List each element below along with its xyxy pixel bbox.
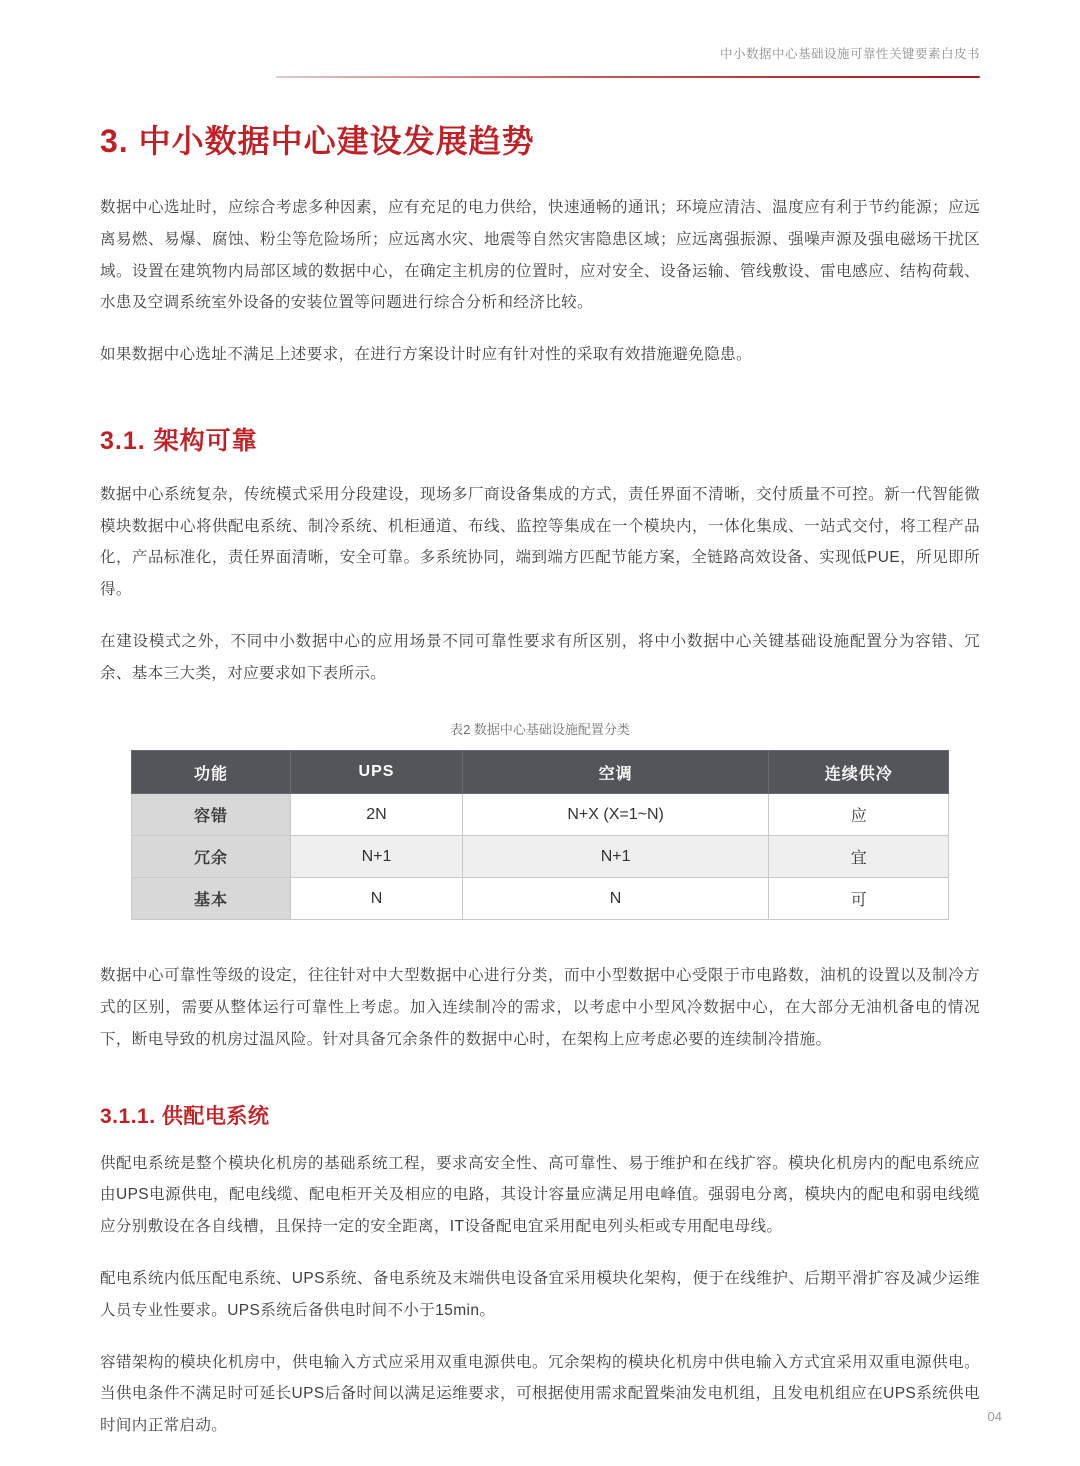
page-number: 04: [987, 1409, 1002, 1424]
table-header-row: [131, 751, 948, 794]
table-cell: 容错: [131, 794, 290, 836]
table-cell: N: [291, 878, 463, 920]
table-header-cell-ups: UPS: [291, 751, 463, 794]
chapter-title: 3. 中小数据中心建设发展趋势: [100, 123, 535, 159]
paragraph-3-1-2: 在建设模式之外，不同中小数据中心的应用场景不同可靠性要求有所区别，将中小数据中心关键基础设施配置分为容错、冗余、基本三大类，对应要求如下表所示。: [100, 632, 980, 682]
config-classification-table: [131, 750, 949, 920]
table-cell: N+1: [291, 836, 463, 878]
table-caption: 表2 数据中心基础设施配置分类: [450, 722, 630, 738]
table-cell: N+X (X=1~N): [462, 794, 769, 836]
table-header-cell-function: 功能: [131, 751, 290, 794]
paragraph-intro-2: 如果数据中心选址不满足上述要求，在进行方案设计时应有针对性的采取有效措施避免隐患。: [100, 346, 752, 364]
table-cell: 2N: [291, 794, 463, 836]
running-header-title: 中小数据中心基础设施可靠性关键要素白皮书: [719, 47, 980, 61]
table-header-cell-cooling: 连续供冷: [769, 751, 949, 794]
table-header-cell-aircon: 空调: [462, 751, 769, 794]
paragraph-3-1-3: 数据中心可靠性等级的设定，往往针对中大型数据中心进行分类，而中小型数据中心受限于市电路数，油机的设置以及制冷方式的区别，需要从整体运行可靠性上考虑。加入连续制冷的需求，以考虑中小型风冷数据中心，在大部分无油机备电的情况下，断电导致的机房过温风险。针对具备冗余条件的数据中心时，在架构上应考虑必要的连续制冷措施。: [100, 967, 980, 1048]
table-row: [131, 878, 948, 920]
table-cell: N: [462, 878, 769, 920]
table-row: [131, 836, 948, 878]
table-cell: 可: [769, 878, 949, 920]
paragraph-3-1-1-2: 配电系统内低压配电系统、UPS系统、备电系统及末端供电设备宜采用模块化架构，便于在线维护、后期平滑扩容及减少运维人员专业性要求。UPS系统后备供电时间不小于15min。: [100, 1270, 980, 1319]
running-header: [100, 44, 980, 76]
table-row: [131, 794, 948, 836]
section-3-1-1-title: 3.1.1. 供配电系统: [100, 1104, 270, 1128]
table-cell: 基本: [131, 878, 290, 920]
table-cell: 宜: [769, 836, 949, 878]
paragraph-3-1-1-1: 供配电系统是整个模块化机房的基础系统工程，要求高安全性、高可靠性、易于维护和在线扩容。模块化机房内的配电系统应由UPS电源供电，配电线缆、配电柜开关及相应的电路，其设计容量应满足用电峰值。强弱电分离，模块内的配电和弱电线缆应分别敷设在各自线槽，且保持一定的安全距离，IT设备配电宜采用配电列头柜或专用配电母线。: [100, 1154, 980, 1236]
section-3-1-title: 3.1. 架构可靠: [100, 426, 258, 455]
table-cell: 应: [769, 794, 949, 836]
header-rule: [276, 76, 980, 78]
table-cell: N+1: [462, 836, 769, 878]
table-cell: 冗余: [131, 836, 290, 878]
paragraph-3-1-1: 数据中心系统复杂，传统模式采用分段建设，现场多厂商设备集成的方式，责任界面不清晰，交付质量不可控。新一代智能微模块数据中心将供配电系统、制冷系统、机柜通道、布线、监控等集成在一个模块内，一体化集成、一站式交付，将工程产品化，产品标准化，责任界面清晰，安全可靠。多系统协同，端到端方匹配节能方案，全链路高效设备、实现低PUE，所见即所得。: [100, 485, 980, 599]
paragraph-intro-1: 数据中心选址时，应综合考虑多种因素，应有充足的电力供给，快速通畅的通讯；环境应清洁、温度应有利于节约能源；应远离易燃、易爆、腐蚀、粉尘等危险场所；应远离水灾、地震等自然灾害隐患区域；应远离强振源、强噪声源及强电磁场干扰区域。设置在建筑物内局部区域的数据中心，在确定主机房的位置时，应对安全、设备运输、管线敷设、雷电感应、结构荷载、水患及空调系统室外设备的安装位置等问题进行综合分析和经济比较。: [100, 199, 980, 312]
paragraph-3-1-1-3: 容错架构的模块化机房中，供电输入方式应采用双重电源供电。冗余架构的模块化机房中供电输入方式宜采用双重电源供电。当供电条件不满足时可延长UPS后备时间以满足运维要求，可根据使用需求配置柴油发电机组，且发电机组应在UPS系统供电时间内正常启动。: [100, 1353, 980, 1435]
